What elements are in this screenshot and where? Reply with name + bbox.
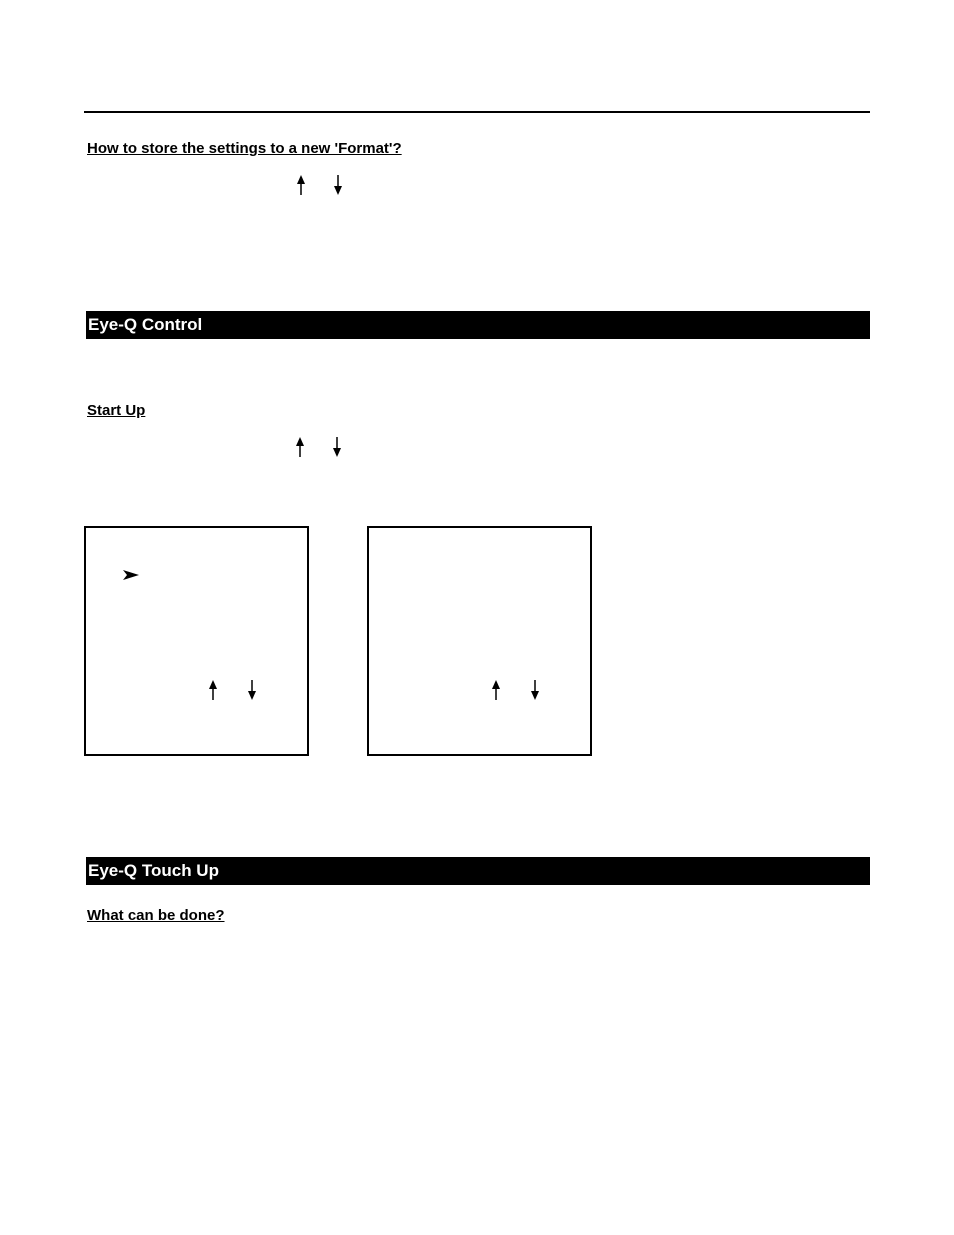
subheading-what-can-be-done: What can be done? — [87, 907, 225, 924]
pointer-arrow-icon — [123, 570, 139, 580]
arrow-up-icon — [295, 437, 305, 457]
menu-display-box-1 — [84, 526, 309, 756]
arrow-down-icon — [332, 437, 342, 457]
arrow-up-icon — [491, 680, 501, 700]
arrow-down-icon — [247, 680, 257, 700]
menu-display-box-2 — [367, 526, 592, 756]
subheading-start-up: Start Up — [87, 402, 146, 419]
section-bar-eye-q-touch-up: Eye-Q Touch Up — [86, 857, 870, 885]
arrow-up-icon — [208, 680, 218, 700]
arrow-down-icon — [530, 680, 540, 700]
arrow-up-icon — [296, 175, 306, 195]
section-bar-eye-q-control: Eye-Q Control — [86, 311, 870, 339]
top-rule — [84, 111, 870, 113]
subheading-store-format: How to store the settings to a new 'Format'? — [87, 140, 402, 157]
arrow-down-icon — [333, 175, 343, 195]
